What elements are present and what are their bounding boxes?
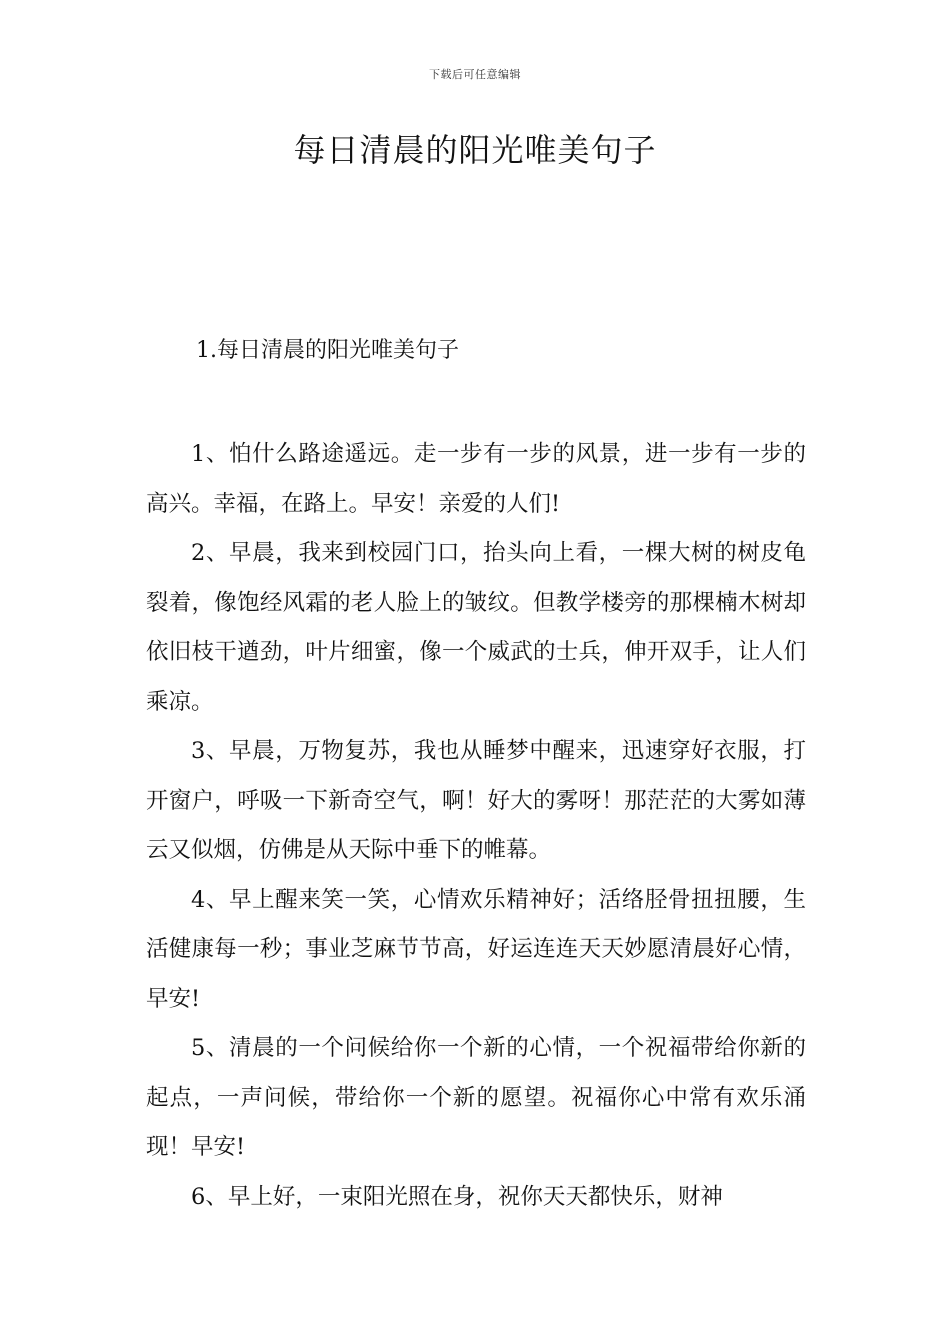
paragraph-2: 2、早晨，我来到校园门口，抬头向上看，一棵大树的树皮龟裂着，像饱经风霜的老人脸上的皱纹。但教学楼旁的那棵楠木树却依旧枝干遒劲，叶片细蜜，像一个威武的士兵，伸开双手，让人们乘凉。 (146, 540, 806, 715)
page-title: 每日清晨的阳光唯美句子 (293, 131, 657, 169)
paragraph-4: 4、早上醒来笑一笑，心情欢乐精神好；活络胫骨扭扭腰，生活健康每一秒；事业芝麻节节高，好运连连天天妙愿清晨好心情，早安! (146, 886, 806, 1012)
paragraph-5: 5、清晨的一个问候给你一个新的心情，一个祝福带给你新的起点，一声问候，带给你一个新的愿望。祝福你心中常有欢乐涌现！早安! (146, 1035, 806, 1160)
body-text (146, 430, 806, 1222)
paragraph-1: 1、怕什么路途遥远。走一步有一步的风景，进一步有一步的高兴。幸福，在路上。早安！亲爱的人们! (146, 441, 806, 517)
paragraph-6: 6、早上好，一束阳光照在身，祝你天天都快乐，财神 (191, 1183, 723, 1210)
header-note: 下载后可任意编辑 (429, 68, 521, 81)
section-heading: 1.每日清晨的阳光唯美句子 (196, 338, 459, 363)
paragraph-3: 3、早晨，万物复苏，我也从睡梦中醒来，迅速穿好衣服，打开窗户，呼吸一下新奇空气，啊！好大的雾呀！那茫茫的大雾如薄云又似烟，仿佛是从天际中垂下的帷幕。 (146, 738, 806, 863)
